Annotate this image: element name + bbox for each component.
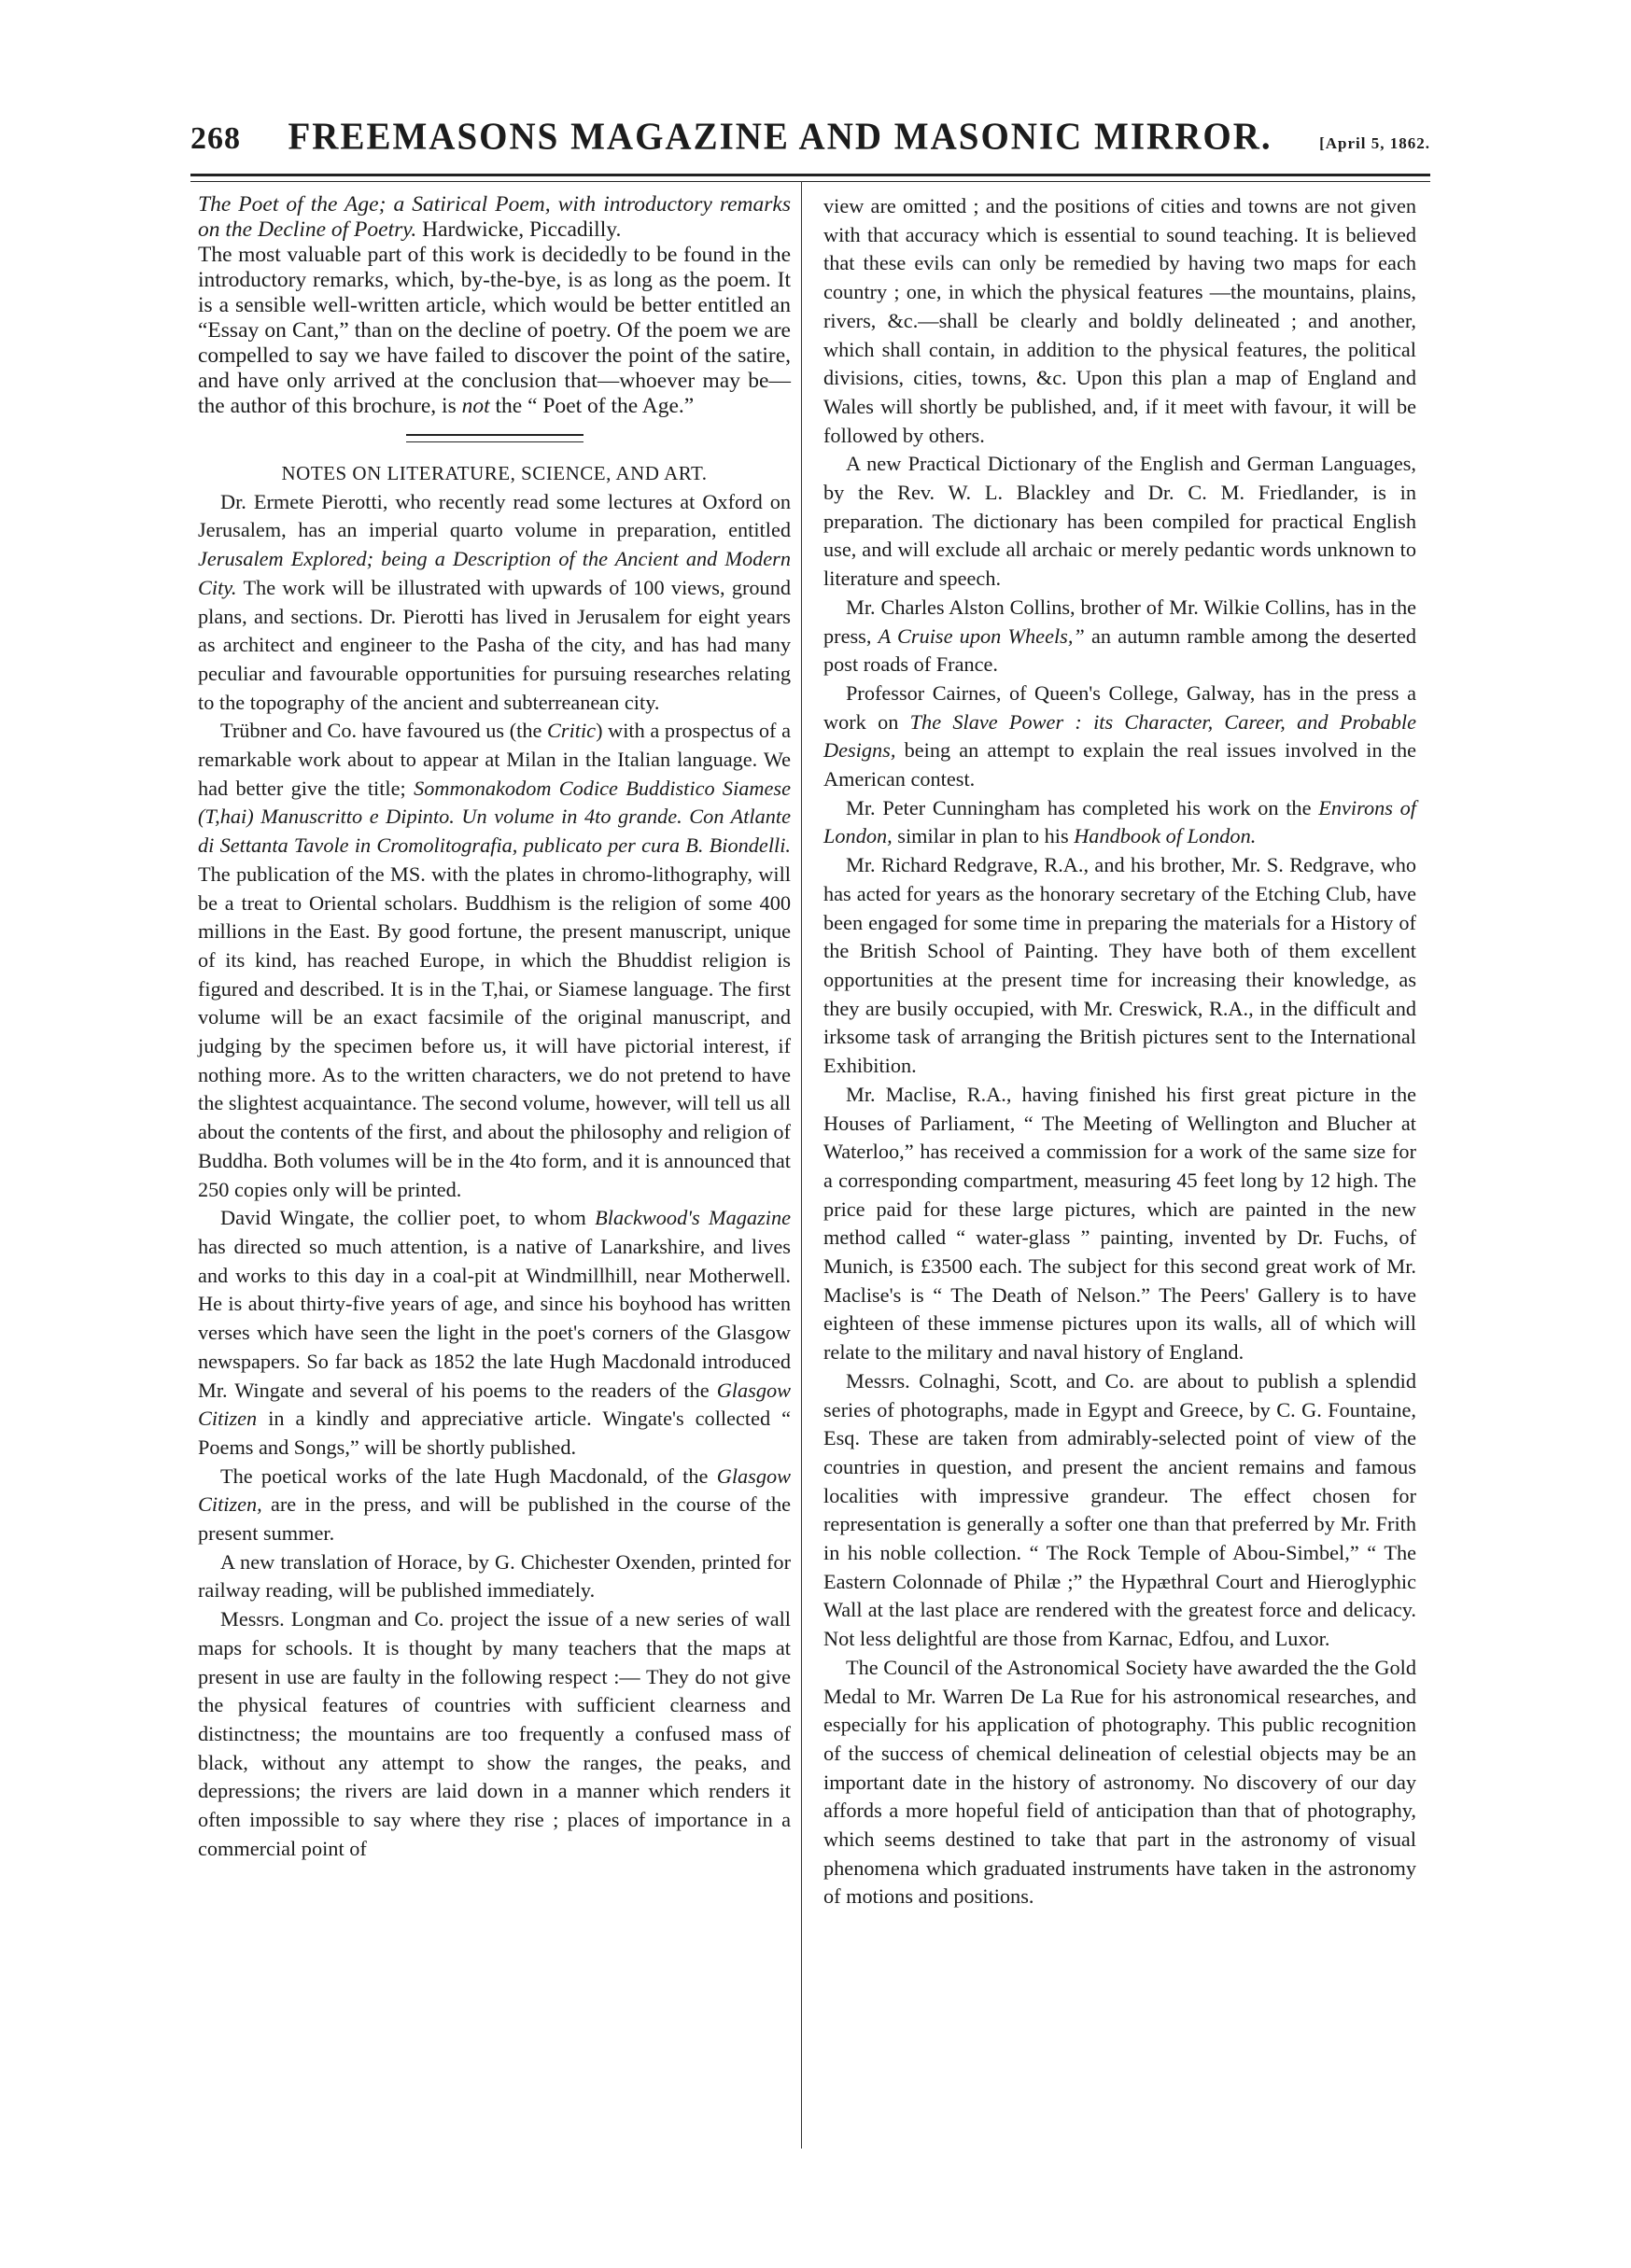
publication-title: Glasgow Citizen (198, 1378, 791, 1431)
text-run: an autumn ramble among the deserted post roads of France. (823, 623, 1416, 677)
publication-title: Blackwood's Magazine (595, 1206, 791, 1230)
text-run: Mr. Peter Cunningham has completed his work on the (846, 795, 1312, 819)
paragraph-astronomical-society: The Council of the Astronomical Society have awarded the the Gold Medal to Mr. Warren De La Rue for his astronomical researches, and especially for his application of photography. This public recognition of the success of chemical delineation of celestial objects may be an important date in the history of astronomy. No discovery of our day affords a more hopeful field of anticipation than that of photography, which seems destined to take that part in the astronomy of visual phenomena which graduated instruments have taken in the astronomy of motions and positions. (823, 1655, 1416, 1909)
text-run: in a kindly and appreciative article. Wingate's collected “ Poems and Songs,” will be shortly published. (198, 1407, 791, 1459)
text-run: similar in plan to his (897, 824, 1069, 848)
paragraph-cairnes (823, 679, 1416, 794)
book-title: Jerusalem Explored; being a Description of the Ancient and Modern City. (198, 547, 791, 599)
publication-title: Critic (547, 719, 597, 743)
review-body-text: The most valuable part of this work is decidedly to be found in the introductory remarks, which, by-the-bye, is as long as the poem. It is a sensible well-written article, which would be better entitled an “Essay on Cant,” than on the decline of poetry. Of the poem we are compelled to say we have failed to discover the point of the satire, and have only arrived at the conclusion that—whoever may be—the author of this brochure, is (198, 243, 791, 418)
issue-date: [April 5, 1862. (1319, 134, 1430, 152)
left-column (198, 192, 791, 1863)
book-review (198, 192, 791, 419)
review-heading (198, 192, 791, 243)
paragraph-macdonald (198, 1463, 791, 1548)
paragraph-wingate (198, 1204, 791, 1462)
paragraph-longman-continued: view are omitted ; and the positions of cities and towns are not given with that accuracy which is essential to sound teaching. It is believed that these evils can only be remedied by having two maps for each country ; one, in which the physical features —the mountains, plains, rivers, &c.—shall be clearly and boldly delineated ; and another, which shall contain, in addition to the physical features, the political divisions, cities, towns, &c. Upon this plan a map of England and Wales will shortly be published, and, if it meet with favour, it will be followed by others. (823, 194, 1416, 447)
book-title: The Slave Power : its Character, Career, and Probable Designs, (823, 709, 1416, 763)
column-divider (801, 181, 802, 2149)
paragraph-horace: A new translation of Horace, by G. Chichester Oxenden, printed for railway reading, will be published immediately. (198, 1549, 791, 1603)
page-header (190, 116, 1430, 172)
section-heading: NOTES ON LITERATURE, SCIENCE, AND ART. (281, 462, 708, 484)
paragraph-collins (823, 594, 1416, 679)
review-body (198, 243, 791, 419)
header-rule (190, 174, 1430, 182)
paragraph-maclise: Mr. Maclise, R.A., having finished his first great picture in the Houses of Parliament, “ The Meeting of Wellington and Blucher at Waterloo,” has received a commission for a work of the same size for a corresponding compartment, measuring 45 feet long by 12 high. The price paid for these large pictures, which are painted in the new method called “ water-glass ” painting, invented by Dr. Fuchs, of Munich, is £3500 each. The subject for this second great work of Mr. Maclise's is “ The Death of Nelson.” The Peers' Gallery is to have eighteen of these immense pictures upon its walls, all of which will relate to the military and naval history of England. (823, 1082, 1416, 1365)
text-run: being an attempt to explain the real issues involved in the American contest. (823, 738, 1417, 791)
paragraph-dictionary: A new Practical Dictionary of the English and German Languages, by the Rev. W. L. Blackley and Dr. C. M. Friedlander, is in preparation. The dictionary has been compiled for practical English use, and will exclude all archaic or merely pedantic words unknown to literature and speech. (823, 452, 1416, 591)
paragraph-cunningham (823, 794, 1416, 851)
text-run: Professor Cairnes, of Queen's College, Galway, has in the press a work on (823, 680, 1416, 734)
book-title: Handbook of London. (1074, 824, 1257, 848)
text-run: has directed so much attention, is a native of Lanarkshire, and lives and works to this day in a coal-pit at Windmillhill, near Motherwell. He is about thirty-five years of age, and since his boyhood has written verses which have seen the light in the poet's corners of the Glasgow newspapers. So far back as 1852 the late Hugh Macdonald introduced Mr. Wingate and several of his poems to the readers of the (198, 1234, 791, 1402)
right-column (823, 192, 1416, 1911)
book-title: A Cruise upon Wheels,” (878, 623, 1085, 648)
publication-title: Glasgow Citizen, (198, 1463, 792, 1517)
paragraph-longman: Messrs. Longman and Co. project the issue of a new series of wall maps for schools. It is thought by many teachers that the maps at present in use are faulty in the following respect :— They do not give the physical features of countries with sufficient clearness and distinctness; the mountains are too frequently a confused mass of black, without any attempt to show the ranges, the peaks, and depressions; the rivers are laid down in a manner which renders it often impossible to say where they rise ; places of importance in a commercial point of (198, 1607, 791, 1860)
review-body-end: the “ Poet of the Age.” (495, 394, 695, 418)
paragraph-redgrave: Mr. Richard Redgrave, R.A., and his brother, Mr. S. Redgrave, who has acted for years as the honorary secretary of the Etching Club, have been engaged for some time in preparing the materials for a History of the British School of Painting. They have both of them excellent opportunities at the present time for increasing their knowledge, as they are busily occupied, with Mr. Creswick, R.A., in the difficult and irksome task of arranging the British pictures sent to the International Exhibition. (823, 853, 1416, 1078)
text-run: are in the press, and will be published in the course of the present summer. (198, 1492, 791, 1546)
paragraph-trubner (198, 717, 791, 1204)
journal-title: FREEMASONS MAGAZINE AND MASONIC MIRROR. (288, 115, 1272, 159)
review-title: The Poet of the Age; a Satirical Poem, with introductory remarks on the Decline of Poetry. (198, 192, 791, 242)
text-run: David Wingate, the collier poet, to whom (220, 1206, 586, 1230)
text-run: The work will be illustrated with upwards of 100 views, ground plans, and sections. Dr. Pierotti has lived in Jerusalem for eight years as architect and engineer to the Pasha of the city, and has had many peculiar and favourable opportunities for pursuing researches relating to the topography of the ancient and subterreanean city. (198, 575, 792, 714)
text-run: The publication of the MS. with the plates in chromo-lithography, will be a treat to Oriental scholars. Buddhism is the religion of some 400 millions in the East. By good fortune, the present manuscript, unique of its kind, has reached Europe, in which the Bhuddist religion is figured and described. It is in the T,hai, or Siamese language. The first volume will be an exact facsimile of the original manuscript, and judging by the specimen before us, it will have pictorial interest, if nothing more. As to the written characters, we do not pretend to have the slightest acquaintance. The second volume, however, will tell us all about the contents of the first, and about the philosophy and religion of Buddha. Both volumes will be in the 4to form, and it is announced that 250 copies only will be printed. (198, 861, 791, 1201)
review-emphasis: not (461, 394, 490, 418)
section-separator (406, 434, 584, 442)
text-run: Dr. Ermete Pierotti, who recently read some lectures at Oxford on Jerusalem, has an imperial quarto volume in preparation, entitled (198, 489, 791, 542)
text-run: ) with a prospectus of a remarkable work about to appear at Milan in the Italian language. We had better give the title; (198, 719, 792, 800)
page-number: 268 (190, 121, 241, 156)
review-publisher: Hardwicke, Piccadilly. (422, 217, 622, 242)
book-title: Sommonakodom Codice Buddistico Siamese (T,hai) Manuscritto e Dipinto. Un volume in 4to grande. Con Atlante di Settanta Tavole in Cromolitografia, publicato per cura B. Biondelli. (198, 776, 791, 858)
text-run: Trübner and Co. have favoured us (the (220, 719, 542, 743)
paragraph-pierotti (198, 488, 791, 718)
paragraph-colnaghi: Messrs. Colnaghi, Scott, and Co. are about to publish a splendid series of photographs, made in Egypt and Greece, by C. G. Fountaine, Esq. These are taken from admirably-selected point of view of the countries in question, and present the ancient remains and famous localities with impressive grandeur. The effect chosen for representation is generally a softer one than that preferred by Mr. Frith in his noble collection. “ The Rock Temple of Abou-Simbel,” “ The Eastern Colonnade of Philæ ;” the Hypæthral Court and Hieroglyphic Wall at the last place are rendered with the greatest force and delicacy. Not less delightful are those from Karnac, Edfou, and Luxor. (823, 1368, 1416, 1651)
text-run: The poetical works of the late Hugh Macdonald, of the (220, 1463, 709, 1488)
book-title: Environs of London, (823, 795, 1416, 848)
text-run: Mr. Charles Alston Collins, brother of Mr. Wilkie Collins, has in the press, (823, 595, 1416, 648)
